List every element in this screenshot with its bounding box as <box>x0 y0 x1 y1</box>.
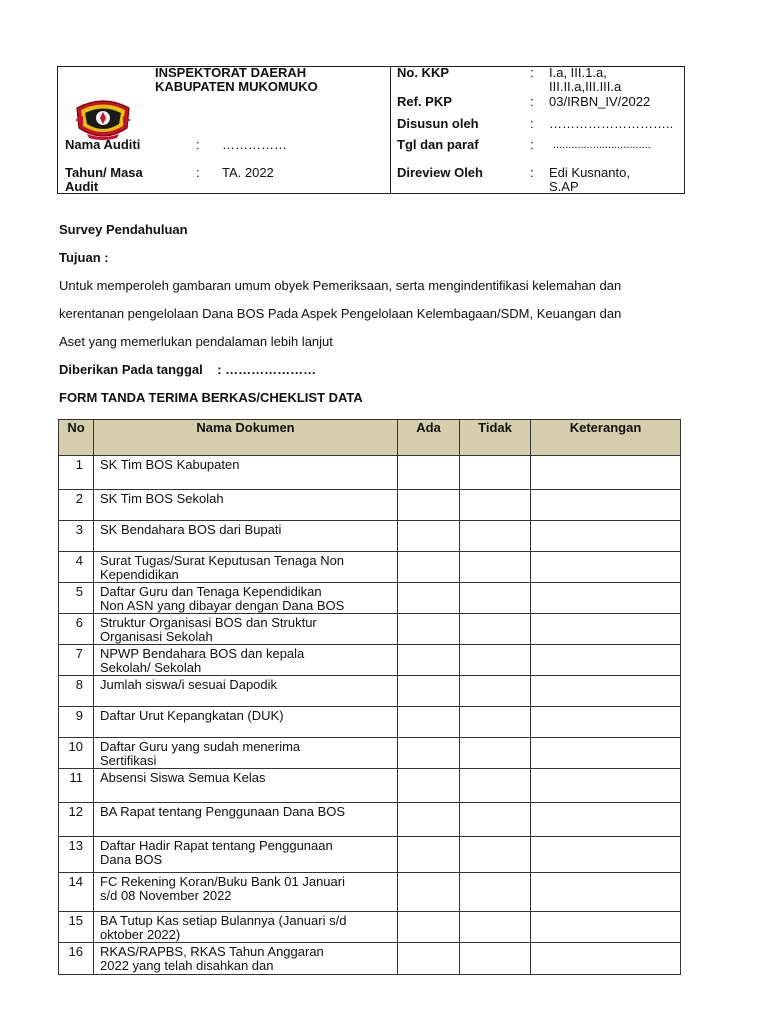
ada-cell[interactable] <box>398 552 460 583</box>
row-number: 11 <box>59 769 94 803</box>
reviewed-by-colon: : <box>530 165 534 180</box>
col-header-keterangan: Keterangan <box>531 420 681 456</box>
form-title: FORM TANDA TERIMA BERKAS/CHEKLIST DATA <box>59 390 363 405</box>
ada-cell[interactable] <box>398 837 460 873</box>
purpose-line-1: Untuk memperoleh gambaran umum obyek Pemeriksaan, serta mengindentifikasi kelemahan dan <box>59 278 622 293</box>
row-number: 3 <box>59 521 94 552</box>
tidak-cell[interactable] <box>460 645 531 676</box>
keterangan-cell[interactable] <box>531 943 681 975</box>
ada-cell[interactable] <box>398 490 460 521</box>
table-row <box>59 645 681 676</box>
document-name <box>94 552 398 583</box>
document-name-line: RKAS/RAPBS, RKAS Tahun Anggaran <box>100 944 324 959</box>
keterangan-cell[interactable] <box>531 912 681 943</box>
keterangan-cell[interactable] <box>531 645 681 676</box>
row-number: 15 <box>59 912 94 943</box>
row-number: 9 <box>59 707 94 738</box>
auditee-colon: : <box>196 137 200 152</box>
document-checklist-table <box>58 419 681 975</box>
keterangan-cell[interactable] <box>531 707 681 738</box>
tidak-cell[interactable] <box>460 943 531 975</box>
auditee-label: Nama Auditi <box>65 137 141 152</box>
pkp-label: Ref. PKP <box>397 94 452 109</box>
document-name <box>94 803 398 837</box>
document-name <box>94 676 398 707</box>
document-name-line: Organisasi Sekolah <box>100 629 213 644</box>
kkp-value: I.a, III.1.a, <box>549 65 607 80</box>
keterangan-cell[interactable] <box>531 552 681 583</box>
keterangan-cell[interactable] <box>531 521 681 552</box>
document-name-line: BA Tutup Kas setiap Bulannya (Januari s/d <box>100 913 347 928</box>
tidak-cell[interactable] <box>460 707 531 738</box>
row-number: 10 <box>59 738 94 769</box>
row-number: 12 <box>59 803 94 837</box>
pkp-value: 03/IRBN_IV/2022 <box>549 94 651 109</box>
table-row <box>59 912 681 943</box>
tidak-cell[interactable] <box>460 837 531 873</box>
document-name-line: Dana BOS <box>100 852 163 867</box>
document-name <box>94 583 398 614</box>
tidak-cell[interactable] <box>460 521 531 552</box>
document-name-line: Daftar Urut Kepangkatan (DUK) <box>100 708 284 723</box>
document-name-line: SK Tim BOS Sekolah <box>100 491 224 506</box>
document-name-line: oktober 2022) <box>100 927 181 942</box>
ada-cell[interactable] <box>398 803 460 837</box>
audit-year-colon: : <box>196 165 200 180</box>
table-row <box>59 803 681 837</box>
table-row <box>59 614 681 645</box>
document-name <box>94 943 398 975</box>
ada-cell[interactable] <box>398 583 460 614</box>
document-name-line: BA Rapat tentang Penggunaan Dana BOS <box>100 804 346 819</box>
purpose-line-2: kerentanan pengelolaan Dana BOS Pada Aspek Pengelolaan Kelembagaan/SDM, Keuangan dan <box>59 306 622 321</box>
tidak-cell[interactable] <box>460 803 531 837</box>
document-name <box>94 614 398 645</box>
col-header-ada: Ada <box>398 420 460 456</box>
document-name <box>94 490 398 521</box>
table-header-row <box>59 420 681 456</box>
table-row <box>59 943 681 975</box>
date-sign-value: ................................ <box>553 139 651 151</box>
tidak-cell[interactable] <box>460 552 531 583</box>
document-name-line: s/d 08 November 2022 <box>100 888 232 903</box>
tidak-cell[interactable] <box>460 583 531 614</box>
section-title: Survey Pendahuluan <box>59 222 188 237</box>
ada-cell[interactable] <box>398 676 460 707</box>
document-name <box>94 738 398 769</box>
document-name <box>94 456 398 490</box>
kkp-colon: : <box>530 65 534 80</box>
table-row <box>59 873 681 912</box>
table-row <box>59 490 681 521</box>
row-number: 2 <box>59 490 94 521</box>
date-sign-colon: : <box>530 137 534 152</box>
row-number: 6 <box>59 614 94 645</box>
document-name <box>94 912 398 943</box>
keterangan-cell[interactable] <box>531 837 681 873</box>
keterangan-cell[interactable] <box>531 803 681 837</box>
row-number: 7 <box>59 645 94 676</box>
tidak-cell[interactable] <box>460 676 531 707</box>
keterangan-cell[interactable] <box>531 676 681 707</box>
document-name-line: Daftar Hadir Rapat tentang Penggunaan <box>100 838 333 853</box>
reviewed-by-label: Direview Oleh <box>397 165 483 180</box>
row-number: 8 <box>59 676 94 707</box>
table-row <box>59 456 681 490</box>
table-row <box>59 583 681 614</box>
keterangan-cell[interactable] <box>531 738 681 769</box>
reviewed-by-value-2: S.AP <box>549 179 579 194</box>
table-row <box>59 676 681 707</box>
document-name <box>94 769 398 803</box>
prepared-by-label: Disusun oleh <box>397 116 479 131</box>
date-sign-label: Tgl dan paraf <box>397 137 479 152</box>
ada-cell[interactable] <box>398 707 460 738</box>
header-divider <box>390 66 391 194</box>
tidak-cell[interactable] <box>460 769 531 803</box>
document-name-line: NPWP Bendahara BOS dan kepala <box>100 646 305 661</box>
purpose-line-3: Aset yang memerlukan pendalaman lebih lanjut <box>59 334 333 349</box>
ada-cell[interactable] <box>398 769 460 803</box>
table-row <box>59 552 681 583</box>
col-header-tidak: Tidak <box>460 420 531 456</box>
ada-cell[interactable] <box>398 645 460 676</box>
document-name <box>94 645 398 676</box>
prepared-by-colon: : <box>530 116 534 131</box>
document-name-line: Absensi Siswa Semua Kelas <box>100 770 266 785</box>
keterangan-cell[interactable] <box>531 614 681 645</box>
document-name-line: Struktur Organisasi BOS dan Struktur <box>100 615 317 630</box>
table-row <box>59 521 681 552</box>
ada-cell[interactable] <box>398 456 460 490</box>
reviewed-by-value: Edi Kusnanto, <box>549 165 630 180</box>
document-name-line: Daftar Guru yang sudah menerima <box>100 739 301 754</box>
audit-year-value: TA. 2022 <box>222 165 274 180</box>
keterangan-cell[interactable] <box>531 769 681 803</box>
document-name-line: Kependidikan <box>100 567 179 582</box>
tidak-cell[interactable] <box>460 614 531 645</box>
org-name-line2: KABUPATEN MUKOMUKO <box>155 79 318 94</box>
document-name-line: FC Rekening Koran/Buku Bank 01 Januari <box>100 874 345 889</box>
keterangan-cell[interactable] <box>531 583 681 614</box>
document-name-line: SK Tim BOS Kabupaten <box>100 457 240 472</box>
table-row <box>59 738 681 769</box>
table-row <box>59 769 681 803</box>
audit-year-label: Tahun/ Masa <box>65 165 143 180</box>
kkp-value-2: III.II.a,III.III.a <box>549 79 622 94</box>
document-name <box>94 837 398 873</box>
table-row <box>59 707 681 738</box>
ada-cell[interactable] <box>398 873 460 912</box>
kkp-label: No. KKP <box>397 65 449 80</box>
document-name-line: 2022 yang telah disahkan dan <box>100 958 274 973</box>
keterangan-cell[interactable] <box>531 873 681 912</box>
tidak-cell[interactable] <box>460 873 531 912</box>
document-name <box>94 521 398 552</box>
row-number: 5 <box>59 583 94 614</box>
row-number: 1 <box>59 456 94 490</box>
document-name-line: Sekolah/ Sekolah <box>100 660 202 675</box>
document-name-line: SK Bendahara BOS dari Bupati <box>100 522 282 537</box>
ada-cell[interactable] <box>398 521 460 552</box>
col-header-name: Nama Dokumen <box>94 420 398 456</box>
row-number: 14 <box>59 873 94 912</box>
table-row <box>59 837 681 873</box>
document-name-line: Non ASN yang dibayar dengan Dana BOS <box>100 598 345 613</box>
document-name <box>94 873 398 912</box>
document-name-line: Sertifikasi <box>100 753 157 768</box>
ada-cell[interactable] <box>398 614 460 645</box>
tidak-cell[interactable] <box>460 738 531 769</box>
given-date: Diberikan Pada tanggal : ………………… <box>59 362 317 377</box>
prepared-by-value: ……………………….. <box>549 116 674 131</box>
ada-cell[interactable] <box>398 912 460 943</box>
tujuan-label: Tujuan : <box>59 250 109 265</box>
row-number: 13 <box>59 837 94 873</box>
row-number: 16 <box>59 943 94 975</box>
mukomuko-emblem-icon <box>73 94 133 142</box>
document-name <box>94 707 398 738</box>
document-name-line: Daftar Guru dan Tenaga Kependidikan <box>100 584 322 599</box>
ada-cell[interactable] <box>398 738 460 769</box>
keterangan-cell[interactable] <box>531 456 681 490</box>
tidak-cell[interactable] <box>460 912 531 943</box>
col-header-no: No <box>59 420 94 456</box>
tidak-cell[interactable] <box>460 490 531 521</box>
tidak-cell[interactable] <box>460 456 531 490</box>
keterangan-cell[interactable] <box>531 490 681 521</box>
org-name-line1: INSPEKTORAT DAERAH <box>155 65 307 80</box>
row-number: 4 <box>59 552 94 583</box>
pkp-colon: : <box>530 94 534 109</box>
document-name-line: Surat Tugas/Surat Keputusan Tenaga Non <box>100 553 345 568</box>
auditee-value: …………… <box>222 137 287 152</box>
ada-cell[interactable] <box>398 943 460 975</box>
audit-year-label-2: Audit <box>65 179 99 194</box>
document-name-line: Jumlah siswa/i sesuai Dapodik <box>100 677 278 692</box>
